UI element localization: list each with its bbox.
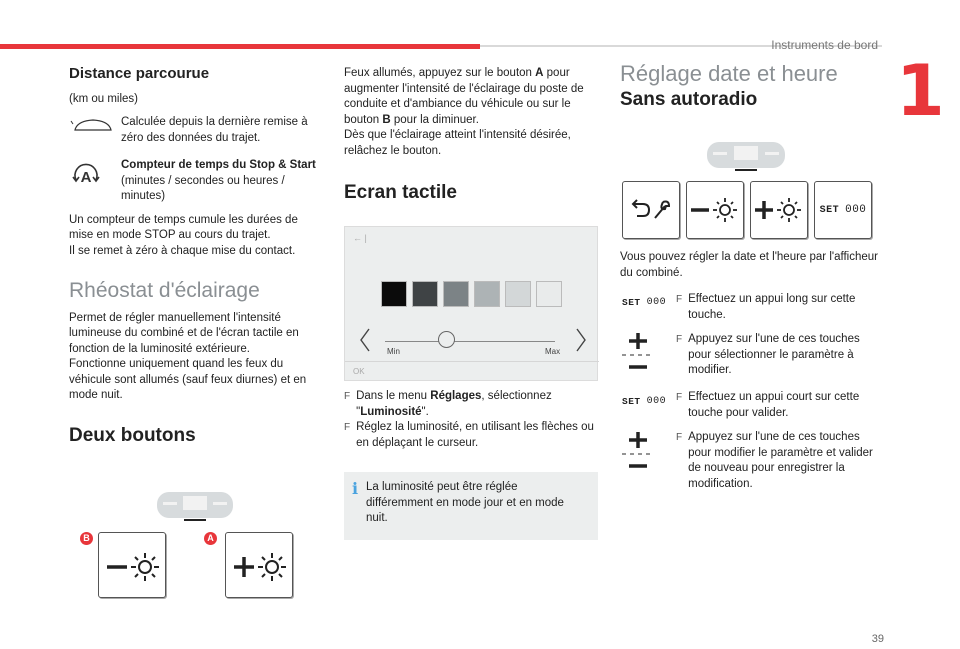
intro-button-b: B xyxy=(382,113,391,126)
stop-start-title: Compteur de temps du Stop & Start xyxy=(121,159,316,171)
set-label: SET xyxy=(819,204,840,216)
arrow-right-icon[interactable] xyxy=(575,327,587,358)
bullet-icon: F xyxy=(344,422,351,433)
ecran-tactile-title: Ecran tactile xyxy=(344,182,457,203)
intro-text-3: pour la diminuer. xyxy=(390,113,479,126)
stop-start-icon xyxy=(69,158,121,198)
step-menu xyxy=(344,389,600,420)
quote-open: " xyxy=(356,405,361,418)
step1-text: Effectuez un appui long sur cette touche. xyxy=(688,293,856,321)
chapter-title: Instruments de bord xyxy=(771,38,878,52)
rheostat-para1: Permet de régler manuellement l'intensité lumineuse du combiné et de l'écran tactile en fonction de la luminosité extérieure. xyxy=(69,311,299,355)
page-number: 39 xyxy=(871,633,884,645)
info-icon: i xyxy=(352,479,359,498)
step-menu-post: , sélectionnez xyxy=(481,390,552,402)
deux-boutons-title: Deux boutons xyxy=(69,424,196,446)
sans-autoradio-title: Sans autoradio xyxy=(620,88,758,110)
intro-text-1: Feux allumés, appuyez sur le bouton xyxy=(344,67,536,79)
step4 xyxy=(676,430,876,492)
bullet-icon: F xyxy=(676,432,683,443)
step1-set-icon xyxy=(622,297,666,308)
buttons-instructions xyxy=(344,66,600,128)
decrease-brightness-button[interactable] xyxy=(98,532,166,598)
distance-item-text: Calculée depuis la dernière remise à zéro des données du trajet. xyxy=(121,116,308,144)
brightness-swatch-6[interactable] xyxy=(536,281,562,307)
step3-set-value: 000 xyxy=(646,396,667,407)
step3-set-icon xyxy=(622,396,666,407)
speedometer-icon xyxy=(69,115,121,141)
brightness-slider-knob[interactable] xyxy=(438,331,455,348)
increase-brightness-button[interactable] xyxy=(225,532,293,598)
slider-max-label: Max xyxy=(545,347,561,356)
dashboard-illustration xyxy=(155,490,235,524)
step1-set-value: 000 xyxy=(646,297,667,308)
brightness-swatch-3[interactable] xyxy=(443,281,469,307)
badge-b: B xyxy=(80,532,93,545)
step4-text: Appuyez sur l'une de ces touches pour modifier le paramètre et valider de nouveau pour enregistrer la modification. xyxy=(688,431,873,490)
brightness-swatch-4[interactable] xyxy=(474,281,500,307)
rheostat-para2: Fonctionne uniquement quand les feux du véhicule sont allumés (sauf feux diurnes) et en mode nuit. xyxy=(69,358,307,401)
step1 xyxy=(676,292,876,323)
bullet-icon: F xyxy=(344,391,351,402)
stop-counter-para: Un compteur de temps cumule les durées de mise en mode STOP au cours du trajet. xyxy=(69,213,298,241)
step2-text: Appuyez sur l'une de ces touches pour sélectionner le paramètre à modifier. xyxy=(688,333,860,376)
step2 xyxy=(676,332,876,379)
step4-plus-minus-icon xyxy=(620,432,656,477)
brightness-slider-track[interactable] xyxy=(385,341,555,342)
intro-button-a: A xyxy=(535,67,544,79)
step-menu-pre: Dans le menu xyxy=(356,390,431,402)
column-right xyxy=(620,61,882,110)
stop-reset-para: Il se remet à zéro à chaque mise du contact. xyxy=(69,244,296,257)
column-middle xyxy=(344,66,600,201)
date-time-title: Réglage date et heure xyxy=(620,61,838,86)
chapter-number: 1 xyxy=(896,50,945,132)
step-adjust xyxy=(344,420,600,451)
intro-text-2: pour augmenter l'intensité de l'éclairage du poste de conduite et d'ambiance du véhicule ou sur le bouton xyxy=(344,67,584,126)
set-value: 000 xyxy=(845,204,867,216)
step3-set-label: SET xyxy=(622,396,641,407)
stop-start-item xyxy=(69,158,319,205)
set-button[interactable] xyxy=(814,181,872,239)
info-note xyxy=(344,472,598,540)
screen-divider xyxy=(345,361,599,362)
distance-item xyxy=(69,115,319,146)
plus-brightness-icon xyxy=(751,182,807,238)
badge-a: A xyxy=(204,532,217,545)
return-wrench-icon xyxy=(623,182,679,238)
release-instruction: Dès que l'éclairage atteint l'intensité désirée, relâchez le bouton. xyxy=(344,129,571,157)
brightness-swatch-2[interactable] xyxy=(412,281,438,307)
touchscreen-brightness-screen xyxy=(344,226,598,381)
step-menu-reglages: Réglages xyxy=(430,390,482,402)
step3-text: Effectuez un appui court sur cette touche pour valider. xyxy=(688,391,860,419)
step-menu-text xyxy=(356,389,552,420)
distance-unit: (km ou miles) xyxy=(69,92,139,105)
screen-ok-button[interactable]: OK xyxy=(353,367,365,376)
step-adjust-text: Réglez la luminosité, en utilisant les flèches ou en déplaçant le curseur. xyxy=(356,421,594,449)
step3 xyxy=(676,390,876,421)
return-settings-button[interactable] xyxy=(622,181,680,239)
date-plus-button[interactable] xyxy=(750,181,808,239)
quote-close: ". xyxy=(421,405,429,418)
minus-brightness-icon xyxy=(687,182,743,238)
info-note-text: La luminosité peut être réglée différemment en mode jour et en mode nuit. xyxy=(366,481,564,524)
bullet-icon: F xyxy=(676,294,683,305)
column-left xyxy=(69,65,319,446)
touchscreen-steps xyxy=(344,389,600,451)
date-time-intro xyxy=(620,250,882,281)
bullet-icon: F xyxy=(676,392,683,403)
stop-start-text: (minutes / secondes ou heures / minutes) xyxy=(121,174,285,202)
svg-text:A: A xyxy=(80,169,92,186)
brightness-swatch-1[interactable] xyxy=(381,281,407,307)
arrow-left-icon[interactable] xyxy=(359,327,371,358)
step2-plus-minus-icon xyxy=(620,333,656,378)
brightness-swatch-5[interactable] xyxy=(505,281,531,307)
date-minus-button[interactable] xyxy=(686,181,744,239)
screen-back-button[interactable]: ← | xyxy=(353,233,367,243)
rheostat-title: Rhéostat d'éclairage xyxy=(69,279,260,302)
step1-set-label: SET xyxy=(622,297,641,308)
dashboard-illustration-2 xyxy=(705,140,787,174)
header-accent-bar xyxy=(0,44,480,49)
distance-title: Distance parcourue xyxy=(69,65,210,82)
date-time-intro-text: Vous pouvez régler la date et l'heure par l'afficheur du combiné. xyxy=(620,251,878,279)
bullet-icon: F xyxy=(676,334,683,345)
slider-min-label: Min xyxy=(387,347,400,356)
step-menu-luminosite: Luminosité xyxy=(360,405,422,418)
